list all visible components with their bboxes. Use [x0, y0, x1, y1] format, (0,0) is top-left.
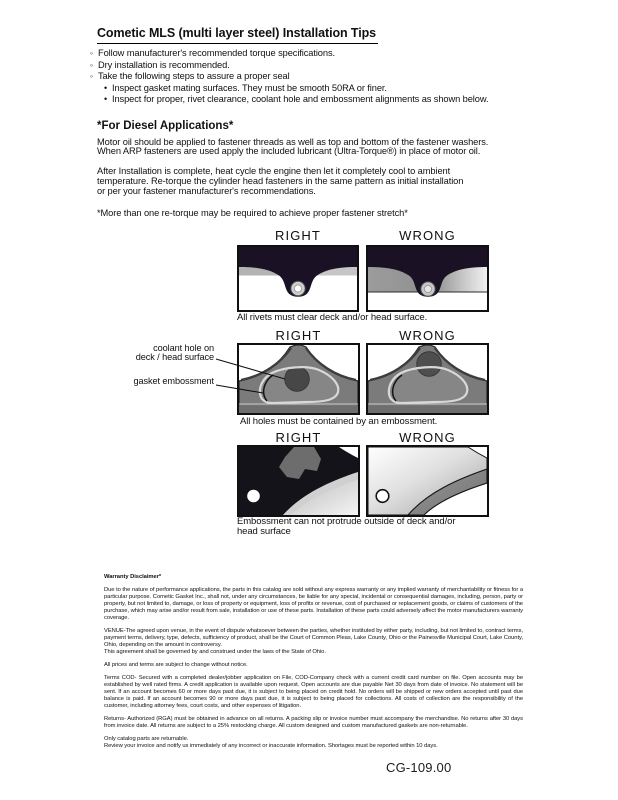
figure2-right-diagram [237, 343, 360, 415]
legal-paragraph: Returns- Authorized (RGA) must be obtained in advance on all returns. A packing slip or invoice number must accompany the merchandise. No returns after 30 days from invoice date. All returns are subject to a 25% restocking charge. All custom designed and custom manufactured gaskets are non-returnable. [104, 716, 523, 729]
legal-paragraph: Only catalog parts are returnable. [104, 736, 189, 742]
diesel-section-heading: *For Diesel Applications* [97, 119, 234, 132]
tip-item [90, 71, 550, 83]
open-bullet-icon: ◦ [90, 48, 93, 58]
warranty-disclaimer-section [104, 574, 523, 750]
legal-paragraph: All prices and terms are subject to change without notice. [104, 662, 248, 668]
bolt-hole-icon [247, 490, 260, 503]
tip-sub-item [90, 83, 550, 95]
figure1-right-diagram [237, 245, 359, 312]
legal-paragraph: Terms COD- Secured with a completed dealer/jobber application on File, COD-Company check with a current credit card number on file. Open accounts may be established by well rated firms. A credit application is available upon request. Open accounts are due payable Net 30 days from date of invoice. No statement will be sent. If an account becomes 60 or more days past due, it is subject to being placed on credit hold. No orders will be shipped or new orders accepted until past due balance is paid. If an account becomes 90 or more days past due, it is subject to being placed for collections. All costs of collection are the responsibility of the customer, including attorney fees, court costs, and other expenses of litigation. [104, 675, 523, 709]
open-bullet-icon: ◦ [90, 59, 93, 70]
figure1-wrong-label: WRONG [399, 228, 456, 243]
warranty-disclaimer-heading: Warranty Disclaimer* [104, 574, 162, 580]
legal-paragraph: VENUE-The agreed upon venue, in the event of dispute whatsoever between the parties, whether instituted by either party, including, but not limited to, contract terms, payment terms, delivery, type, defects, sufficiency of product, shall be the Court of Common Pleas, Lake County, Ohio or the Painesville Municipal Court, Lake County, Ohio, depending on the amount in controversy. [104, 628, 523, 648]
figure3-right-label: RIGHT [275, 430, 322, 445]
filled-bullet-icon: • [104, 82, 108, 93]
figure3-wrong-diagram [366, 445, 489, 517]
bolt-hole-icon [376, 490, 389, 503]
figure3-wrong-label: WRONG [399, 430, 456, 445]
legal-paragraph: Due to the nature of performance applications, the parts in this catalog are sold without any express warranty or any implied warranty of merchantability or fitness for a particular purpose. Cometic Gasket Inc., shall not, under any circumstances, be liable for any special, incidental or consequential damages, including, person, party or property, but not limited to, damage, or loss of property or equipment, loss of profits or revenue, cost of purchased or replacement goods, or claims of customers of the purchase, which may arise and/or result from sale, installation or use of these parts. Installation of these parts could adversely affect the motor manufacturers warranty coverage. [104, 587, 523, 621]
figure3-caption: Embossment can not protrude outside of deck and/or head surface [237, 516, 456, 537]
tip-text: Follow manufacturer's recommended torque specifications. [98, 48, 335, 58]
tip-text: Inspect for proper, rivet clearance, coolant hole and embossment alignments as shown below. [112, 94, 489, 104]
figure1-caption: All rivets must clear deck and/or head surface. [237, 312, 428, 323]
figure1-right-label: RIGHT [275, 228, 321, 243]
figure2-right-label: RIGHT [275, 328, 322, 343]
coolant-hole-annotation: coolant hole on deck / head surface [135, 343, 214, 363]
tip-sub-item [90, 94, 550, 106]
filled-bullet-icon: • [104, 94, 108, 104]
page-title: Cometic MLS (multi layer steel) Installation Tips [97, 26, 378, 44]
tip-item [90, 60, 550, 72]
figure2-caption: All holes must be contained by an embossment. [240, 416, 438, 427]
tip-text: Take the following steps to assure a proper seal [98, 71, 290, 81]
coolant-hole-icon [417, 352, 442, 377]
instructions-section [90, 24, 550, 219]
gasket-embossment-annotation: gasket embossment [133, 376, 214, 386]
figure2-wrong-label: WRONG [399, 328, 456, 343]
open-bullet-icon: ◦ [90, 71, 93, 81]
figure3-right-diagram [237, 445, 360, 517]
document-number: CG-109.00 [386, 760, 452, 775]
tip-item [90, 48, 550, 60]
legal-paragraph: This agreement shall be governed by and construed under the laws of the State of Ohio. [104, 649, 326, 655]
tip-text: Dry installation is recommended. [98, 59, 230, 70]
legal-paragraph: Review your invoice and notify us immediately of any incorrect or inaccurate information. Shortages must be reported within 10 days. [104, 743, 438, 749]
diesel-paragraph-1: Motor oil should be applied to fastener threads as well as top and bottom of the fastener washers. When ARP fasteners are used apply the included lubricant (Ultra-Torque®) in place of motor oil. [97, 136, 489, 157]
figure1-wrong-diagram [366, 245, 489, 312]
diesel-paragraph-2: After Installation is complete, heat cycle the engine then let it completely cool to ambient temperature. Re-torque the cylinder head fasteners in the same pattern as initial installation or per your fastener manufacturer's recommendations. [97, 166, 464, 196]
tip-text: Inspect gasket mating surfaces. They must be smooth 50RA or finer. [112, 82, 387, 93]
coolant-hole-icon [285, 367, 310, 392]
retorque-note: *More than one re-torque may be required to achieve proper fastener stretch* [97, 208, 408, 219]
figure2-wrong-diagram [366, 343, 489, 415]
